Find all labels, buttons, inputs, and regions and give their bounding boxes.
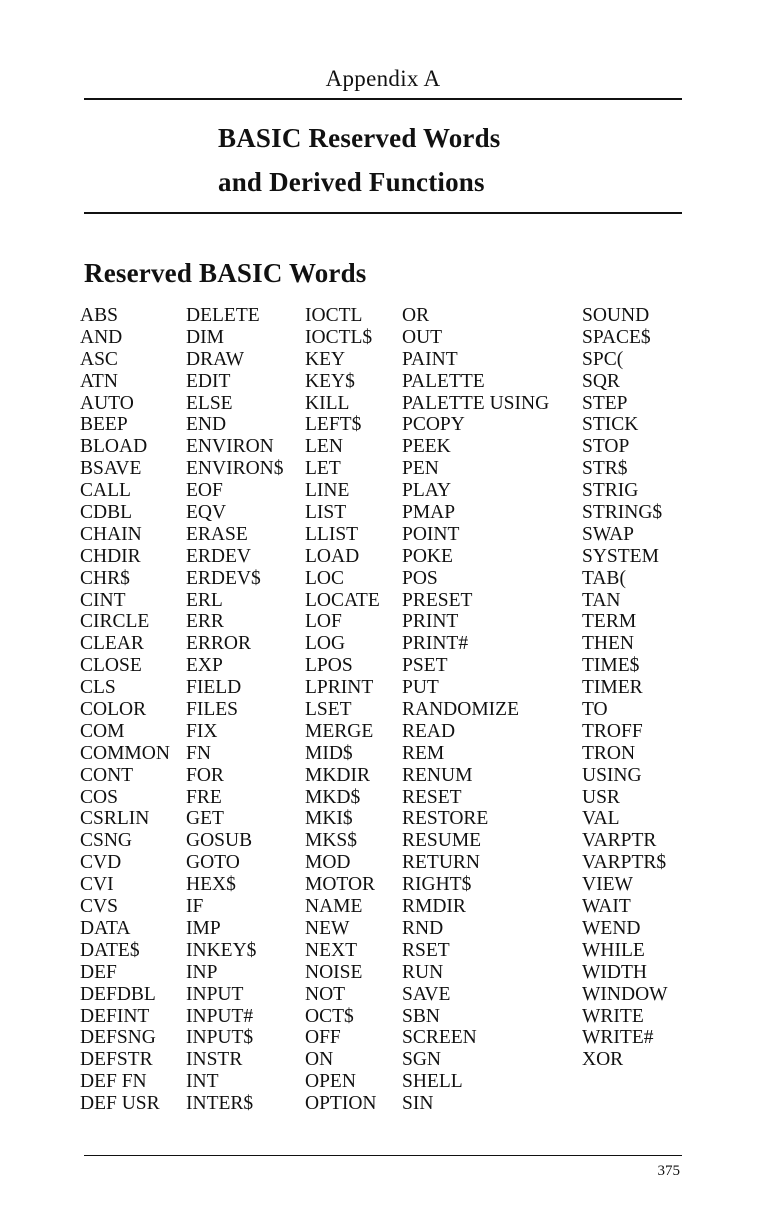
reserved-word: PALETTE USING — [402, 392, 550, 414]
reserved-word: WHILE — [582, 939, 645, 961]
reserved-word: DRAW — [186, 348, 245, 370]
reserved-word: DATA — [80, 917, 131, 939]
reserved-word: LEFT$ — [305, 414, 362, 436]
reserved-word: PEN — [402, 458, 439, 480]
reserved-word: STRIG — [582, 480, 639, 502]
reserved-word: COLOR — [80, 699, 147, 721]
reserved-word: DEF FN — [80, 1071, 147, 1093]
reserved-word: CHDIR — [80, 545, 141, 567]
reserved-word: STR$ — [582, 458, 628, 480]
reserved-word: MOD — [305, 852, 351, 874]
reserved-word: DIM — [186, 326, 224, 348]
reserved-word: PMAP — [402, 502, 456, 524]
reserved-word: RETURN — [402, 852, 480, 874]
reserved-word: OFF — [305, 1027, 341, 1049]
reserved-word: RESUME — [402, 830, 482, 852]
reserved-word: LOC — [305, 567, 344, 589]
reserved-word: WINDOW — [582, 983, 668, 1005]
reserved-word: PRINT# — [402, 633, 469, 655]
reserved-word: INPUT$ — [186, 1027, 254, 1049]
reserved-word: HEX$ — [186, 874, 236, 896]
reserved-word: VAL — [582, 808, 620, 830]
reserved-word: EXP — [186, 655, 223, 677]
reserved-word: CONT — [80, 764, 134, 786]
reserved-word: MKS$ — [305, 830, 358, 852]
reserved-word: MKI$ — [305, 808, 353, 830]
reserved-word: MKD$ — [305, 786, 361, 808]
reserved-word: ENVIRON — [186, 436, 274, 458]
reserved-word: FILES — [186, 699, 239, 721]
reserved-word: AUTO — [80, 392, 134, 414]
reserved-word: VARPTR$ — [582, 852, 667, 874]
reserved-word: CVS — [80, 896, 118, 918]
reserved-word: SPC( — [582, 348, 624, 370]
reserved-word: CLOSE — [80, 655, 142, 677]
reserved-word: OR — [402, 305, 430, 326]
reserved-word: LEN — [305, 436, 343, 458]
reserved-word: LOF — [305, 611, 342, 633]
reserved-word: OPTION — [305, 1093, 377, 1115]
reserved-word: CSNG — [80, 830, 133, 852]
reserved-word: TIME$ — [582, 655, 640, 677]
reserved-word: CLS — [80, 677, 116, 699]
reserved-word: EQV — [186, 502, 227, 524]
reserved-word: LOG — [305, 633, 346, 655]
reserved-word: POKE — [402, 545, 453, 567]
reserved-word: INT — [186, 1071, 219, 1093]
word-column-5 — [582, 305, 668, 1071]
reserved-word: KILL — [305, 392, 350, 414]
reserved-word: CHR$ — [80, 567, 130, 589]
reserved-word: POINT — [402, 523, 460, 545]
reserved-word: CLEAR — [80, 633, 144, 655]
reserved-word: LET — [305, 458, 341, 480]
reserved-word: ENVIRON$ — [186, 458, 284, 480]
reserved-word: ASC — [80, 348, 118, 370]
reserved-word: CSRLIN — [80, 808, 150, 830]
reserved-word: TRON — [582, 742, 636, 764]
reserved-word: PRESET — [402, 589, 473, 611]
reserved-word: DEFINT — [80, 1005, 150, 1027]
reserved-word: TIMER — [582, 677, 643, 699]
reserved-word: READ — [402, 720, 456, 742]
reserved-word: ERDEV$ — [186, 567, 261, 589]
reserved-word: RND — [402, 917, 444, 939]
reserved-word: IMP — [186, 917, 221, 939]
reserved-word: THEN — [582, 633, 634, 655]
reserved-word: LIST — [305, 502, 347, 524]
reserved-word: TO — [582, 699, 608, 721]
reserved-word: PUT — [402, 677, 439, 699]
title-line-1: BASIC Reserved Words — [218, 123, 501, 153]
title-rule — [84, 212, 682, 214]
reserved-word: LOAD — [305, 545, 360, 567]
reserved-word: SBN — [402, 1005, 440, 1027]
reserved-word: TERM — [582, 611, 637, 633]
reserved-word: STOP — [582, 436, 630, 458]
reserved-word: STRING$ — [582, 502, 663, 524]
reserved-word: INPUT — [186, 983, 244, 1005]
reserved-word: NEXT — [305, 939, 357, 961]
page-number: 375 — [657, 1163, 680, 1179]
reserved-word: ERASE — [186, 523, 248, 545]
reserved-word: SWAP — [582, 523, 635, 545]
reserved-word: PAINT — [402, 348, 458, 370]
reserved-word: RIGHT$ — [402, 874, 472, 896]
reserved-word: TAN — [582, 589, 621, 611]
reserved-word: PCOPY — [402, 414, 465, 436]
reserved-word: WIDTH — [582, 961, 647, 983]
reserved-word: CINT — [80, 589, 126, 611]
word-column-2 — [186, 305, 284, 1115]
reserved-word: KEY — [305, 348, 346, 370]
reserved-word: LOCATE — [305, 589, 380, 611]
reserved-word: MKDIR — [305, 764, 371, 786]
reserved-word: RENUM — [402, 764, 473, 786]
reserved-word: IOCTL — [305, 305, 363, 326]
reserved-word: INPUT# — [186, 1005, 254, 1027]
top-rule — [84, 98, 682, 100]
reserved-word: CHAIN — [80, 523, 142, 545]
word-column-1 — [80, 305, 170, 1115]
reserved-word: RUN — [402, 961, 444, 983]
reserved-word: NOT — [305, 983, 346, 1005]
reserved-word: EDIT — [186, 370, 231, 392]
reserved-word: SYSTEM — [582, 545, 659, 567]
reserved-word: WAIT — [582, 896, 631, 918]
reserved-word: GOSUB — [186, 830, 253, 852]
reserved-word: PEEK — [402, 436, 451, 458]
reserved-word: PSET — [402, 655, 448, 677]
reserved-word: IOCTL$ — [305, 326, 373, 348]
reserved-word: KEY$ — [305, 370, 355, 392]
reserved-word: INSTR — [186, 1049, 243, 1071]
reserved-word: INP — [186, 961, 218, 983]
reserved-word: SAVE — [402, 983, 451, 1005]
reserved-word: REM — [402, 742, 445, 764]
reserved-word: BLOAD — [80, 436, 148, 458]
reserved-word: SIN — [402, 1093, 434, 1115]
reserved-word: RANDOMIZE — [402, 699, 519, 721]
reserved-word: RSET — [402, 939, 450, 961]
reserved-word: OUT — [402, 326, 443, 348]
reserved-word: CVI — [80, 874, 114, 896]
word-column-4 — [402, 305, 549, 1115]
reserved-word: FOR — [186, 764, 224, 786]
reserved-word: TROFF — [582, 720, 643, 742]
reserved-word: FN — [186, 742, 211, 764]
reserved-word: COS — [80, 786, 118, 808]
reserved-word: CIRCLE — [80, 611, 150, 633]
reserved-word: INTER$ — [186, 1093, 254, 1115]
reserved-word: LSET — [305, 699, 352, 721]
reserved-word: OPEN — [305, 1071, 356, 1093]
reserved-word: DEF — [80, 961, 117, 983]
reserved-word: COMMON — [80, 742, 170, 764]
reserved-word: CVD — [80, 852, 122, 874]
reserved-word: AND — [80, 326, 123, 348]
reserved-word: LPOS — [305, 655, 353, 677]
word-column-3 — [305, 305, 380, 1115]
reserved-word: END — [186, 414, 227, 436]
reserved-word: NAME — [305, 896, 363, 918]
reserved-word: WRITE — [582, 1005, 644, 1027]
reserved-word: POS — [402, 567, 438, 589]
reserved-word: MOTOR — [305, 874, 376, 896]
reserved-word: SQR — [582, 370, 620, 392]
reserved-word: DEFSTR — [80, 1049, 153, 1071]
reserved-word: IF — [186, 896, 204, 918]
reserved-word: ABS — [80, 305, 118, 326]
reserved-word: NOISE — [305, 961, 363, 983]
reserved-word: PLAY — [402, 480, 452, 502]
reserved-word: SCREEN — [402, 1027, 477, 1049]
reserved-word: VARPTR — [582, 830, 657, 852]
reserved-word: STEP — [582, 392, 628, 414]
reserved-word: LINE — [305, 480, 350, 502]
reserved-word: XOR — [582, 1049, 624, 1071]
reserved-word: FRE — [186, 786, 222, 808]
reserved-word: USR — [582, 786, 620, 808]
reserved-word: ERL — [186, 589, 223, 611]
reserved-word: GOTO — [186, 852, 240, 874]
reserved-word: ON — [305, 1049, 334, 1071]
reserved-word: OCT$ — [305, 1005, 354, 1027]
reserved-word: DEFDBL — [80, 983, 156, 1005]
reserved-word: CALL — [80, 480, 131, 502]
reserved-word: EOF — [186, 480, 223, 502]
reserved-word: DATE$ — [80, 939, 140, 961]
reserved-word: BSAVE — [80, 458, 142, 480]
section-heading: Reserved BASIC Words — [84, 258, 367, 288]
reserved-word: ERDEV — [186, 545, 251, 567]
reserved-word: SPACE$ — [582, 326, 651, 348]
reserved-word: SOUND — [582, 305, 650, 326]
reserved-word: ERR — [186, 611, 224, 633]
reserved-word: DEFSNG — [80, 1027, 156, 1049]
page-title — [218, 116, 501, 204]
reserved-word: MID$ — [305, 742, 353, 764]
reserved-word: SHELL — [402, 1071, 463, 1093]
reserved-word: WEND — [582, 917, 641, 939]
reserved-word: RESET — [402, 786, 462, 808]
reserved-word: FIELD — [186, 677, 242, 699]
reserved-word: INKEY$ — [186, 939, 257, 961]
reserved-word: DEF USR — [80, 1093, 160, 1115]
reserved-word: GET — [186, 808, 224, 830]
reserved-word: TAB( — [582, 567, 626, 589]
reserved-word: ERROR — [186, 633, 252, 655]
reserved-word: CDBL — [80, 502, 133, 524]
footer-rule — [84, 1155, 682, 1156]
reserved-word: MERGE — [305, 720, 374, 742]
reserved-word: ATN — [80, 370, 118, 392]
reserved-word: PRINT — [402, 611, 459, 633]
reserved-word: LLIST — [305, 523, 359, 545]
reserved-word: RMDIR — [402, 896, 466, 918]
reserved-word: FIX — [186, 720, 218, 742]
title-line-2: and Derived Functions — [218, 167, 485, 197]
reserved-word: SGN — [402, 1049, 442, 1071]
appendix-label: Appendix A — [325, 66, 441, 91]
reserved-word: ELSE — [186, 392, 233, 414]
reserved-word: STICK — [582, 414, 639, 436]
reserved-word: RESTORE — [402, 808, 489, 830]
reserved-word: PALETTE — [402, 370, 485, 392]
reserved-word: DELETE — [186, 305, 260, 326]
reserved-word: COM — [80, 720, 125, 742]
reserved-word: LPRINT — [305, 677, 374, 699]
reserved-word: WRITE# — [582, 1027, 654, 1049]
reserved-words-table — [80, 305, 700, 1125]
reserved-word: VIEW — [582, 874, 633, 896]
reserved-word: USING — [582, 764, 642, 786]
reserved-word: NEW — [305, 917, 350, 939]
reserved-word: BEEP — [80, 414, 128, 436]
